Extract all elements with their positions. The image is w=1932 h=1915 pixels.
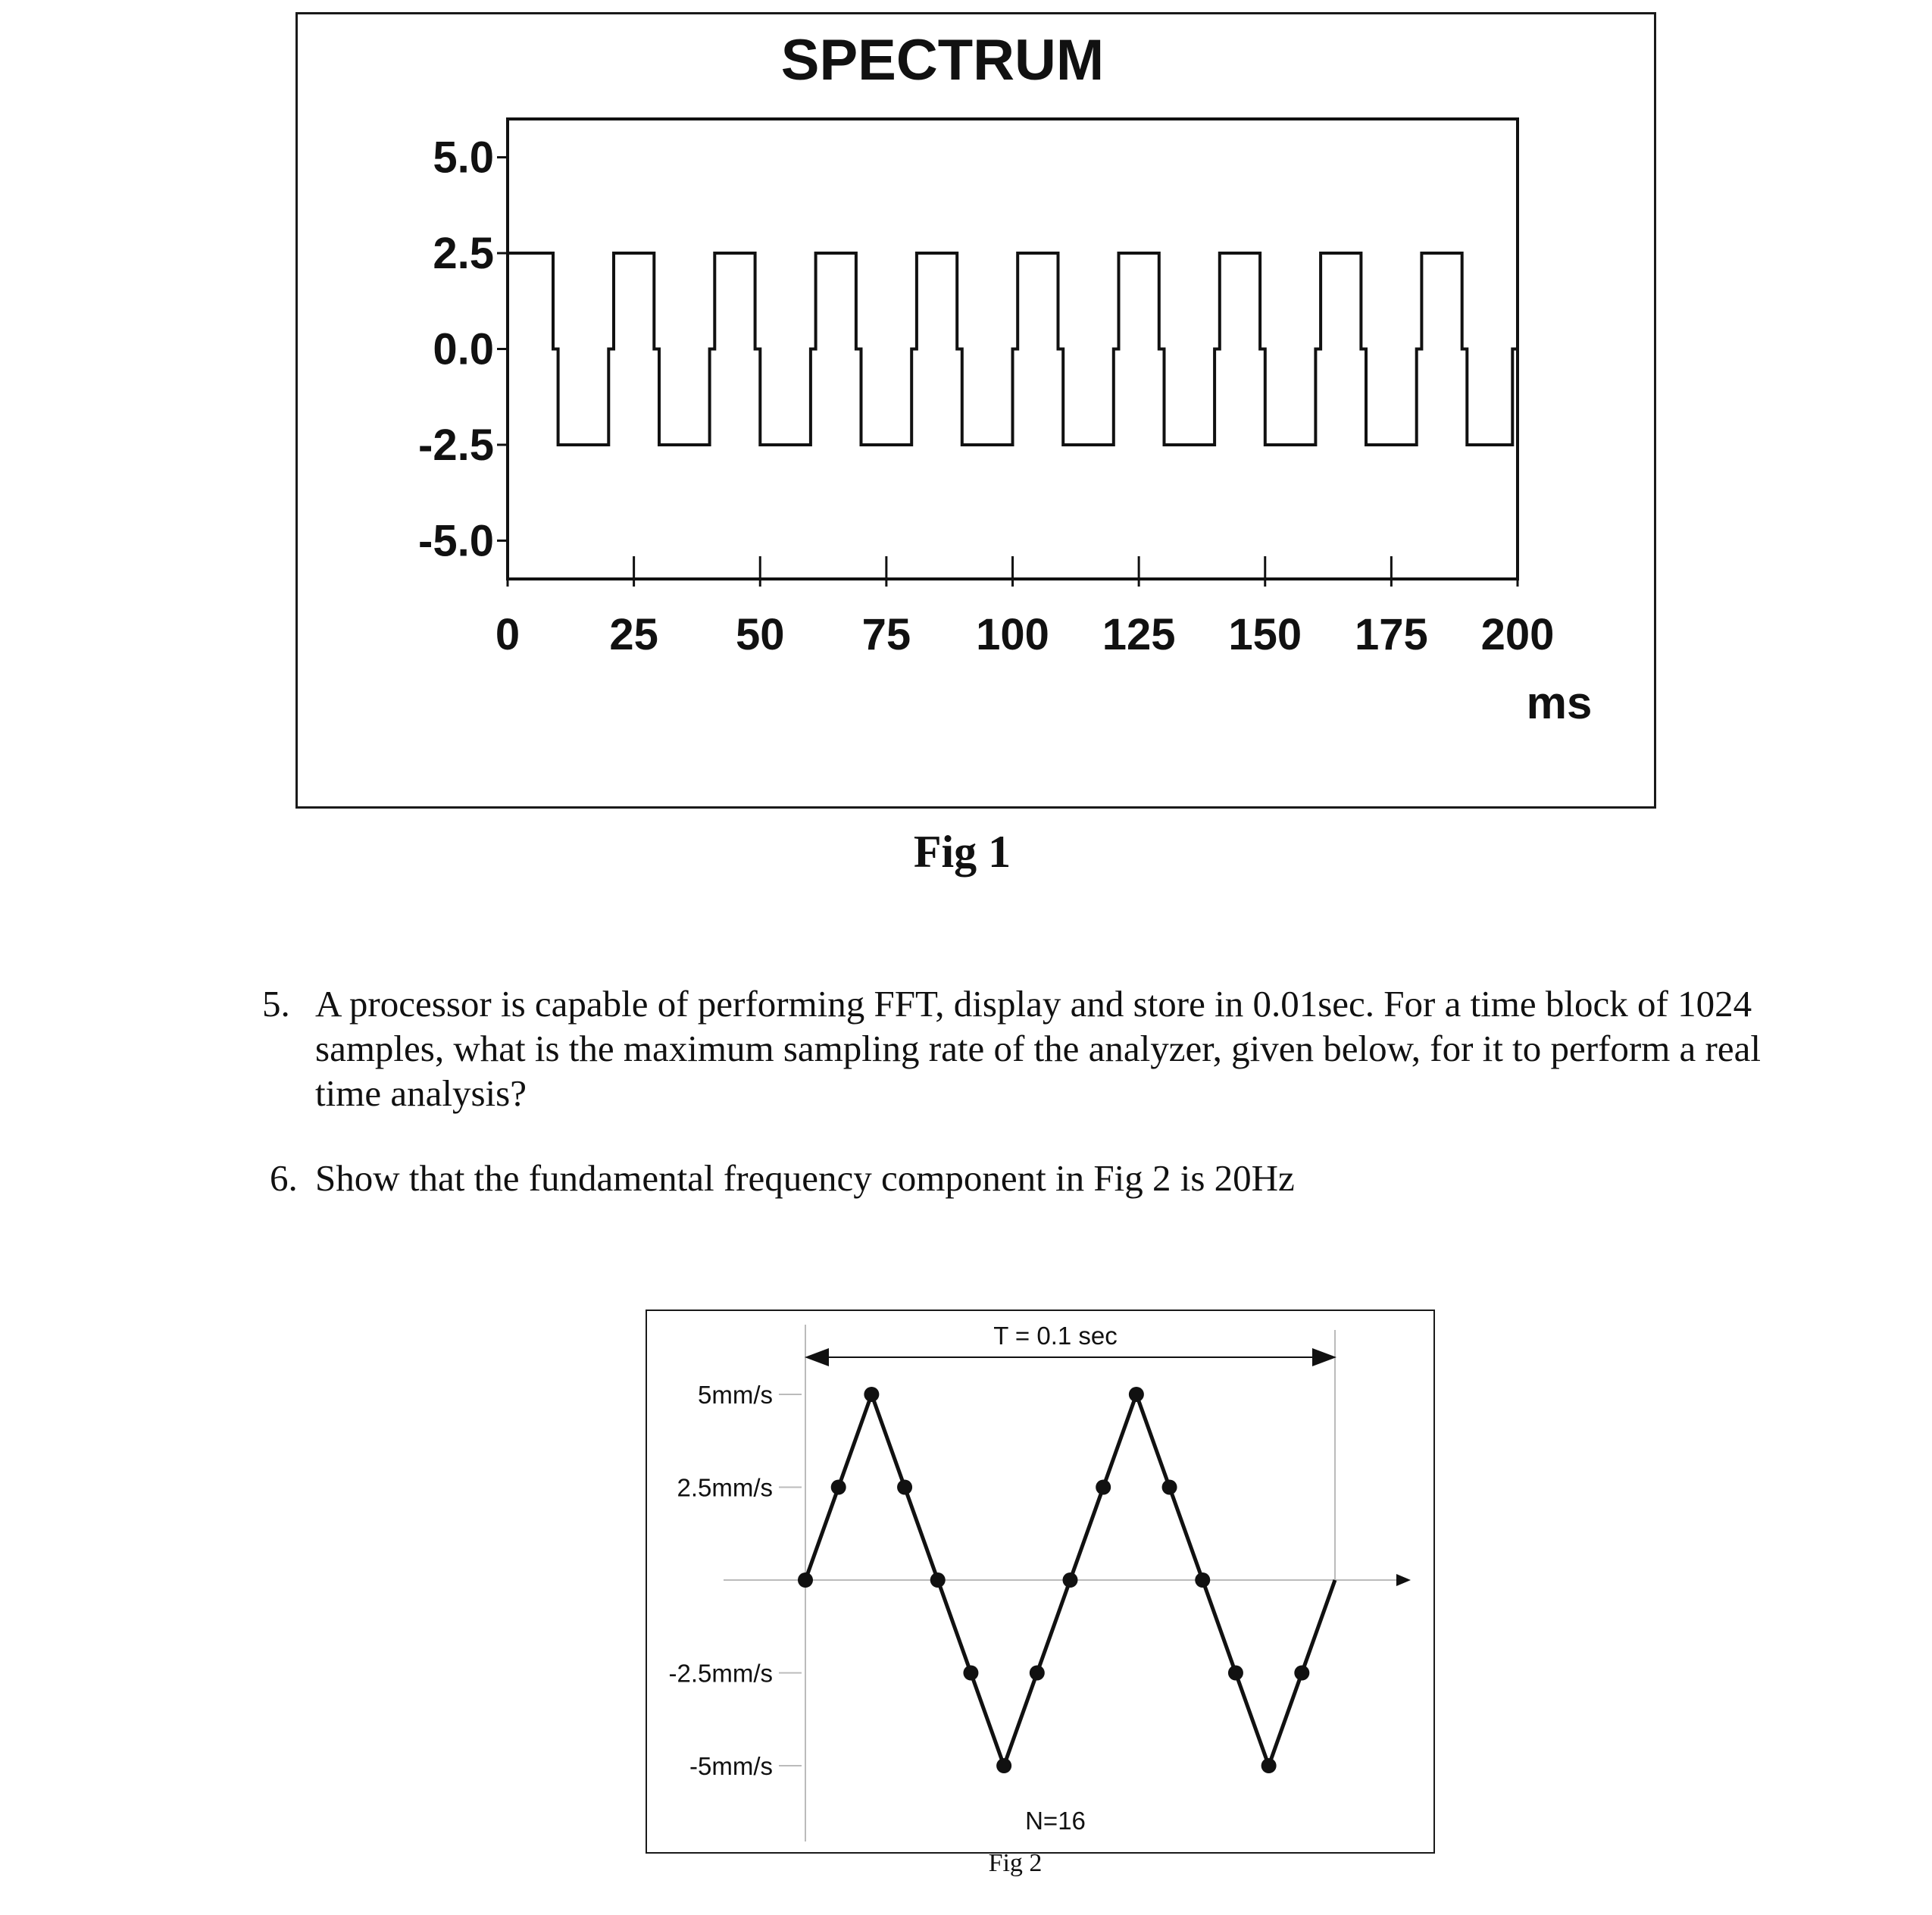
fig1-x-tick-label: 75 — [861, 610, 911, 659]
question-6-line: Show that the fundamental frequency component in Fig 2 is 20Hz — [315, 1157, 1295, 1199]
fig1-x-tick-label: 200 — [1480, 610, 1555, 659]
fig2-period-label: T = 0.1 sec — [993, 1322, 1118, 1350]
question-6-number: 6. — [270, 1157, 298, 1199]
fig2-y-tick-label: 2.5mm/s — [677, 1473, 773, 1502]
fig1-y-tick-label: -5.0 — [418, 516, 494, 566]
fig2-y-tick-label: -2.5mm/s — [668, 1659, 773, 1688]
fig1-x-tick-label: 100 — [976, 610, 1049, 659]
fig1-y-tick-label: 2.5 — [433, 229, 494, 279]
fig1-series-line — [508, 253, 1518, 445]
fig2-caption: Fig 2 — [988, 1849, 1043, 1877]
fig1-x-tick-label: 0 — [495, 610, 521, 659]
fig1-x-tick-label: 175 — [1354, 610, 1428, 659]
question-5-line: samples, what is the maximum sampling rate of the analyzer, given below, for it to perform a real — [315, 1028, 1761, 1069]
question-5-line: time analysis? — [315, 1072, 527, 1114]
question-5-text — [315, 981, 1761, 1116]
fig2-samples-label: N=16 — [1025, 1807, 1086, 1835]
fig1-y-tick-label: 5.0 — [433, 133, 494, 183]
fig1-title: SPECTRUM — [780, 28, 1105, 92]
question-6-text — [315, 1156, 1295, 1200]
fig1-x-tick-label: 150 — [1228, 610, 1302, 659]
fig2-frame — [646, 1310, 1435, 1854]
fig1-y-tick-label: -2.5 — [418, 420, 494, 470]
fig1-chart — [0, 0, 1932, 909]
fig2-y-tick-label: -5mm/s — [689, 1752, 773, 1780]
fig1-y-tick-label: 0.0 — [433, 324, 494, 374]
question-6 — [270, 1156, 1861, 1201]
fig2-y-tick-label: 5mm/s — [698, 1381, 773, 1409]
fig1-x-tick-label: 50 — [735, 610, 785, 659]
question-5-line: A processor is capable of performing FFT, display and store in 0.01sec. For a time block of 1024 — [315, 983, 1752, 1025]
question-5-number: 5. — [262, 983, 290, 1025]
fig1-x-tick-label: 25 — [609, 610, 658, 659]
fig1-x-unit: ms — [1526, 677, 1593, 728]
question-5 — [262, 981, 1853, 1118]
fig1-x-tick-label: 125 — [1102, 610, 1176, 659]
fig1-caption: Fig 1 — [913, 827, 1011, 877]
